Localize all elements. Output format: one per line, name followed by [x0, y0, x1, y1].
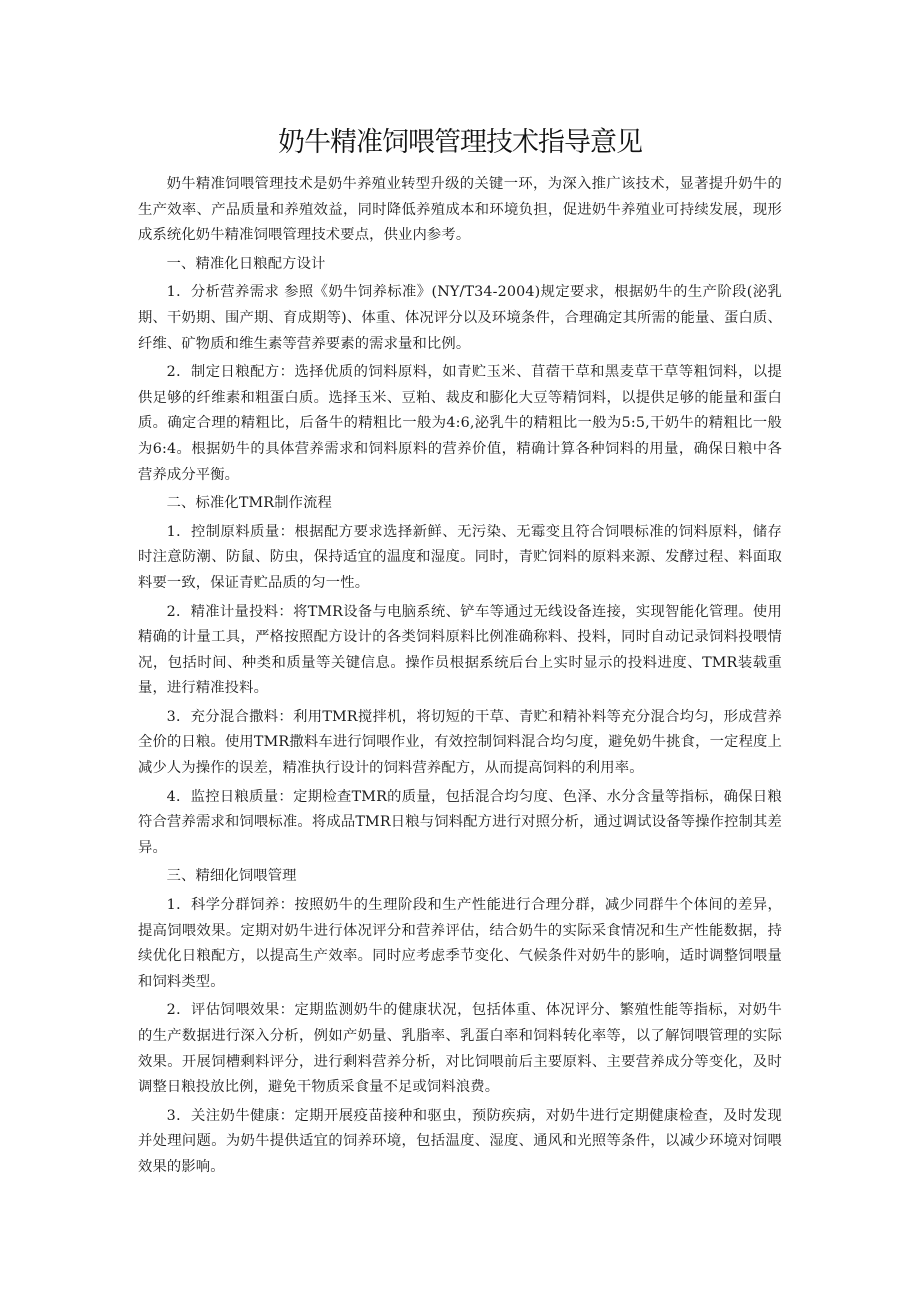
section-paragraph: 2．评估饲喂效果：定期监测奶牛的健康状况，包括体重、体况评分、繁殖性能等指标，对奶牛的生产数据进行深入分析，例如产奶量、乳脂率、乳蛋白率和饲料转化率等，以了解饲喂管理的实际效果。开展饲槽剩料评分，进行剩料营养分析，对比饲喂前后主要原料、主要营养成分等变化，及时调整日粮投放比例，避免干物质采食量不足或饲料浪费。 [138, 1002, 782, 1096]
section-heading: 一、精准化日粮配方设计 [166, 255, 326, 272]
intro-paragraph: 奶牛精准饲喂管理技术是奶牛养殖业转型升级的关键一环，为深入推广该技术，显著提升奶牛的生产效率、产品质量和养殖效益，同时降低养殖成本和环境负担，促进奶牛养殖业可持续发展，现形成系统化奶牛精准饲喂管理技术要点，供业内参考。 [138, 176, 782, 244]
document-page [138, 126, 782, 1184]
section-paragraph: 1．分析营养需求 参照《奶牛饲养标准》(NY/T34-2004)规定要求，根据奶牛的生产阶段(泌乳期、干奶期、围产期、育成期等)、体重、体况评分以及环境条件，合理确定其所需的能量、蛋白质、纤维、矿物质和维生素等营养要素的需求量和比例。 [138, 284, 782, 352]
section-paragraph: 1．科学分群饲养：按照奶牛的生理阶段和生产性能进行合理分群，减少同群牛个体间的差异，提高饲喂效果。定期对奶牛进行体况评分和营养评估，结合奶牛的实际采食情况和生产性能数据，持续优化日粮配方，以提高生产效率。同时应考虑季节变化、气候条件对奶牛的影响，适时调整饲喂量和饲料类型。 [138, 897, 782, 990]
section-heading: 三、精细化饲喂管理 [166, 868, 297, 885]
section-paragraph: 4．监控日粮质量：定期检查TMR的质量，包括混合均匀度、色泽、水分含量等指标，确保日粮符合营养需求和饲喂标准。将成品TMR日粮与饲料配方进行对照分析，通过调试设备等操作控制其差异。 [138, 788, 782, 856]
section-paragraph: 2．制定日粮配方：选择优质的饲料原料，如青贮玉米、苜蓿干草和黑麦草干草等粗饲料，以提供足够的纤维素和粗蛋白质。选择玉米、豆粕、裁皮和膨化大豆等精饲料，以提供足够的能量和蛋白质。确定合理的精粗比，后备牛的精粗比一般为4:6,泌乳牛的精粗比一般为5:5,干奶牛的精粗比一般为6:4。根据奶牛的具体营养需求和饲料原料的营养价值，精确计算各种饲料的用量，确保日粮中各营养成分平衡。 [138, 364, 782, 483]
section-paragraph: 1．控制原料质量：根据配方要求选择新鲜、无污染、无霉变且符合饲喂标准的饲料原料，储存时注意防潮、防鼠、防虫，保持适宜的温度和湿度。同时，青贮饲料的原料来源、发酵过程、料面取料要一致，保证青贮品质的匀一性。 [138, 523, 782, 591]
section-paragraph: 2．精准计量投料：将TMR设备与电脑系统、铲车等通过无线设备连接，实现智能化管理。使用精确的计量工具，严格按照配方设计的各类饲料原料比例准确称料、投料，同时自动记录饲料投喂情况，包括时间、种类和质量等关键信息。操作员根据系统后台上实时显示的投料进度、TMR装载重量，进行精准投料。 [138, 603, 782, 697]
section-heading: 二、标准化TMR制作流程 [166, 495, 333, 512]
page-title: 奶牛精准饲喂管理技术指导意见 [278, 127, 642, 158]
section-paragraph: 3．充分混合撒料：利用TMR搅拌机，将切短的干草、青贮和精补料等充分混合均匀，形成营养全价的日粮。使用TMR撒料车进行饲喂作业，有效控制饲料混合均匀度，避免奶牛挑食，一定程度上减少人为操作的误差，精准执行设计的饲料营养配方，从而提高饲料的利用率。 [138, 708, 782, 777]
section-paragraph: 3．关注奶牛健康：定期开展疫苗接种和驱虫，预防疾病，对奶牛进行定期健康检查，及时发现并处理问题。为奶牛提供适宜的饲养环境，包括温度、湿度、通风和光照等条件，以减少环境对饲喂效果的影响。 [138, 1107, 782, 1175]
